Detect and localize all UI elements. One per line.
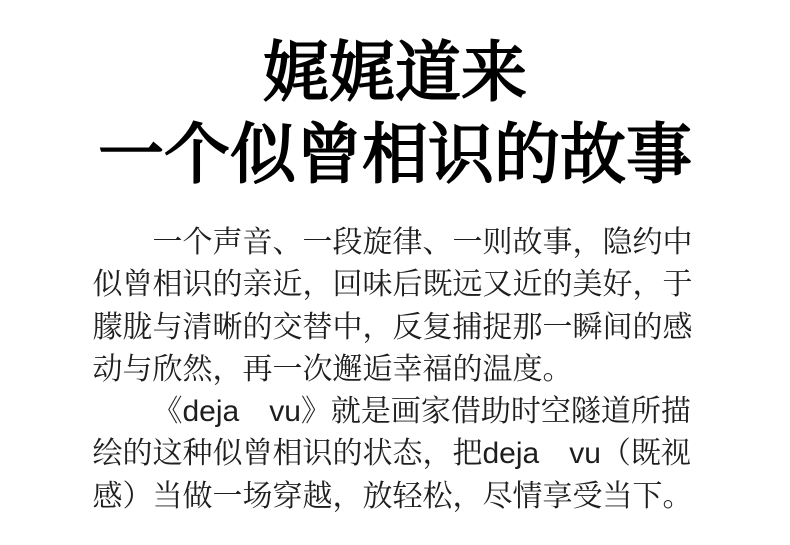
title-line-1: 娓娓道来: [263, 37, 527, 110]
body-line-3: 朦胧与清晰的交替中，反复捕捉那一瞬间的感: [92, 310, 693, 344]
title-line-2: 一个似曾相识的故事: [98, 119, 692, 192]
body-line-2: 似曾相识的亲近，回味后既远又近的美好，于: [92, 268, 693, 302]
page-title: [0, 33, 790, 197]
body-line-1: 一个声音、一段旋律、一则故事，隐约中: [152, 226, 693, 259]
body-line-7: 感）当做一场穿越，放轻松，尽情享受当下。: [92, 479, 693, 513]
body-line-4: 动与欣然，再一次邂逅幸福的温度。: [92, 352, 573, 386]
body-text: [93, 222, 698, 518]
body-line-5: 《deja vu》就是画家借助时空隧道所描: [152, 395, 691, 429]
body-line-6: 绘的这种似曾相识的状态，把deja vu（既视: [92, 437, 691, 471]
